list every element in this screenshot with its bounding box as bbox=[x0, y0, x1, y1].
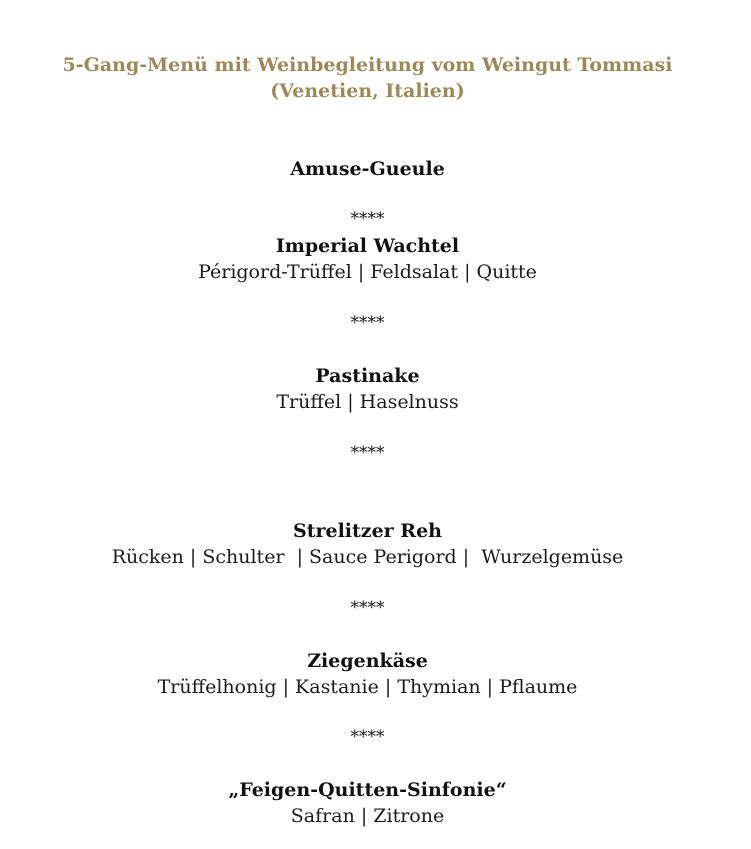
course-separator: **** bbox=[350, 313, 385, 333]
course-separator: **** bbox=[350, 209, 385, 229]
course-name: Imperial Wachtel bbox=[275, 235, 460, 257]
course-name: Amuse-Gueule bbox=[290, 158, 445, 180]
course-details: Safran | Zitrone bbox=[290, 805, 445, 827]
menu-title-line-2: (Venetien, Italien) bbox=[270, 80, 465, 102]
course-details: Rücken | Schulter | Sauce Perigord | Wurzelgemüse bbox=[111, 546, 624, 568]
course-details: Trüffel | Haselnuss bbox=[276, 391, 459, 413]
course-name: Pastinake bbox=[315, 365, 420, 387]
course-details: Trüffelhonig | Kastanie | Thymian | Pflaume bbox=[157, 676, 578, 698]
course-separator: **** bbox=[350, 598, 385, 618]
menu-title-line-1: 5-Gang-Menü mit Weinbegleitung vom Weingut Tommasi bbox=[62, 54, 673, 76]
course-separator: **** bbox=[350, 727, 385, 747]
course-name: „Feigen-Quitten-Sinfonie“ bbox=[228, 779, 507, 801]
course-details: Périgord-Trüffel | Feldsalat | Quitte bbox=[198, 261, 537, 283]
course-name: Strelitzer Reh bbox=[292, 520, 442, 542]
course-name: Ziegenkäse bbox=[307, 650, 428, 672]
course-separator: **** bbox=[350, 443, 385, 463]
